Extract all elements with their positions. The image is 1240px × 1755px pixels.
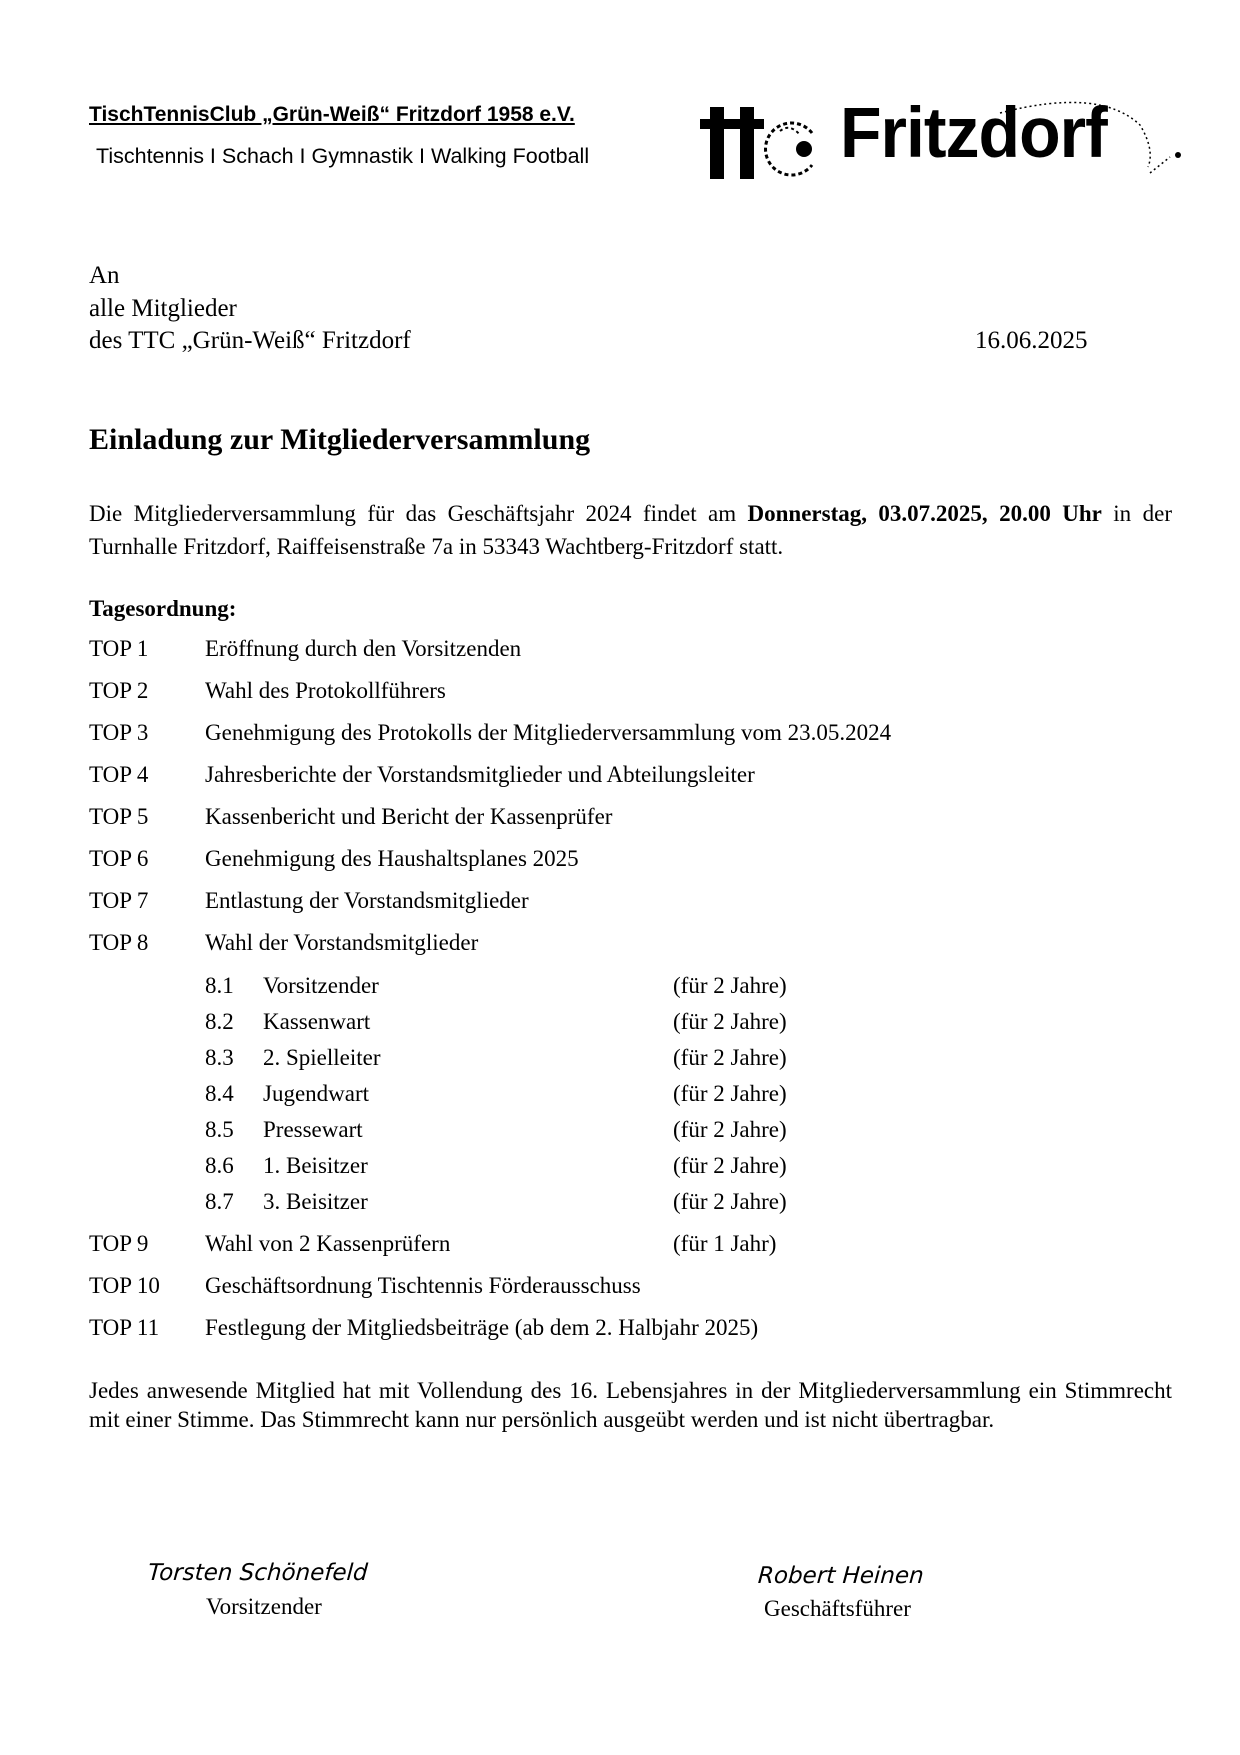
agenda-item-label: TOP 1 [89, 636, 149, 661]
sub-item-term: (für 2 Jahre) [673, 973, 787, 998]
signature-chairman-role: Vorsitzender [206, 1594, 322, 1619]
sub-item-number: 8.6 [205, 1153, 234, 1178]
signature-chairman: Torsten Schönefeld [147, 1560, 369, 1586]
sub-item-term: (für 2 Jahre) [673, 1117, 787, 1142]
sub-item-term: (für 2 Jahre) [673, 1081, 787, 1106]
sub-item-number: 8.3 [205, 1045, 234, 1070]
agenda-item-label: TOP 9 [89, 1231, 149, 1256]
sub-item-text: Jugendwart [263, 1081, 370, 1106]
sub-item-term: (für 2 Jahre) [673, 1045, 787, 1070]
agenda-item-text: Festlegung der Mitgliedsbeiträge (ab dem 2. Halbjahr 2025) [205, 1315, 759, 1340]
sub-item-text: 2. Spielleiter [263, 1045, 381, 1070]
agenda-item-text: Wahl des Protokollführers [205, 678, 446, 703]
agenda-item-text: Entlastung der Vorstandsmitglieder [205, 888, 529, 913]
sub-item-term: (für 2 Jahre) [673, 1153, 787, 1178]
agenda-item-text: Geschäftsordnung Tischtennis Förderausschuss [205, 1273, 641, 1298]
logo-wordmark: Fritzdorf [840, 93, 1107, 173]
address-line-3: des TTC „Grün-Weiß“ Fritzdorf [89, 327, 411, 354]
sub-item-text: Kassenwart [263, 1009, 371, 1034]
agenda-item-label: TOP 10 [89, 1273, 160, 1298]
intro-text-after: in der Turnhalle Fritzdorf, Raiffeisenstraße 7a in 53343 Wachtberg-Fritzdorf statt. [89, 501, 1172, 559]
intro-paragraph [89, 497, 1172, 563]
letter-title: Einladung zur Mitgliederversammlung [89, 423, 591, 456]
agenda-heading: Tagesordnung: [89, 596, 237, 621]
agenda-item-text: Jahresberichte der Vorstandsmitglieder und Abteilungsleiter [205, 762, 755, 787]
club-sports: Tischtennis I Schach I Gymnastik I Walking Football [96, 144, 590, 168]
sub-item-text: 3. Beisitzer [263, 1189, 368, 1214]
agenda-item-label: TOP 4 [89, 762, 149, 787]
agenda-item-text: Genehmigung des Protokolls der Mitgliederversammlung vom 23.05.2024 [205, 720, 892, 745]
agenda-item-text: Wahl von 2 Kassenprüfern [205, 1231, 451, 1256]
sub-item-text: Pressewart [263, 1117, 363, 1142]
sub-item-number: 8.4 [205, 1081, 234, 1106]
agenda-item-text: Wahl der Vorstandsmitglieder [205, 930, 479, 955]
address-line-2: alle Mitglieder [89, 295, 237, 322]
sub-item-term: (für 2 Jahre) [673, 1009, 787, 1034]
agenda-item-text: Eröffnung durch den Vorsitzenden [205, 636, 522, 661]
sub-item-number: 8.1 [205, 973, 234, 998]
agenda-item-label: TOP 6 [89, 846, 149, 871]
club-logo [700, 95, 1200, 195]
agenda-item-label: TOP 2 [89, 678, 149, 703]
sub-item-number: 8.5 [205, 1117, 234, 1142]
club-name: TischTennisClub „Grün-Weiß“ Fritzdorf 1958 e.V. [89, 103, 575, 126]
meeting-datetime: Donnerstag, 03.07.2025, 20.00 Uhr [747, 501, 1102, 526]
sub-item-term: (für 2 Jahre) [673, 1189, 787, 1214]
agenda-item-text: Genehmigung des Haushaltsplanes 2025 [205, 846, 579, 871]
voting-rights-paragraph: Jedes anwesende Mitglied hat mit Vollendung des 16. Lebensjahres in der Mitgliederversammlung ein Stimmrecht mit einer Stimme. Das Stimmrecht kann nur persönlich ausgeübt werden und ist nicht übertragbar. [89, 1378, 1172, 1432]
agenda-item-label: TOP 3 [89, 720, 149, 745]
agenda-item-text: Kassenbericht und Bericht der Kassenprüfer [205, 804, 613, 829]
agenda-item-label: TOP 8 [89, 930, 149, 955]
signature-manager-role: Geschäftsführer [764, 1596, 911, 1621]
sub-item-text: 1. Beisitzer [263, 1153, 368, 1178]
address-line-1: An [89, 262, 120, 289]
agenda-item-label: TOP 5 [89, 804, 149, 829]
intro-text-before: Die Mitgliederversammlung für das Geschäftsjahr 2024 findet am [89, 501, 748, 526]
sub-item-number: 8.7 [205, 1189, 234, 1214]
letter-date: 16.06.2025 [975, 327, 1088, 354]
agenda-item-label: TOP 7 [89, 888, 149, 913]
sub-item-number: 8.2 [205, 1009, 234, 1034]
signature-manager: Robert Heinen [757, 1563, 925, 1589]
sub-item-text: Vorsitzender [263, 973, 379, 998]
agenda-item-label: TOP 11 [89, 1315, 160, 1340]
agenda-item-term: (für 1 Jahr) [673, 1231, 777, 1256]
